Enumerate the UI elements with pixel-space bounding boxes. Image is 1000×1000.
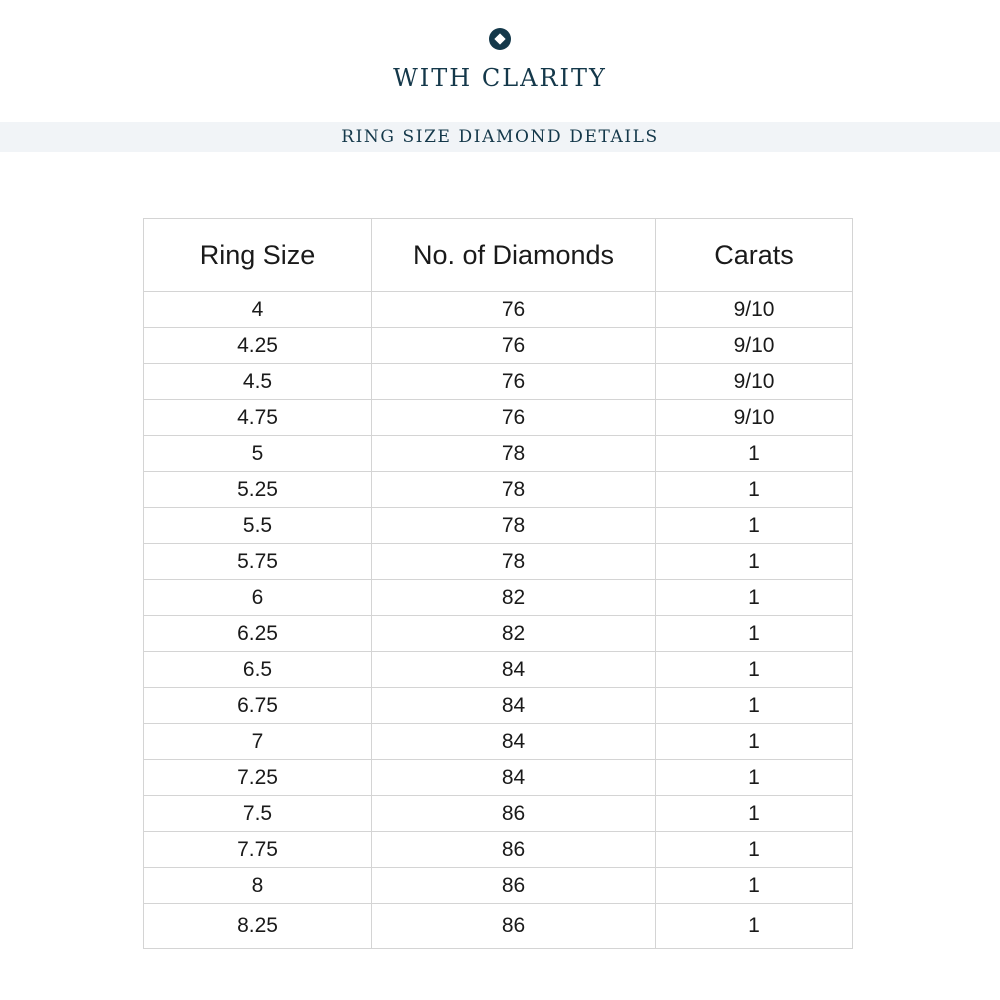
cell-carats: 1 [656,724,853,760]
cell-carats: 9/10 [656,328,853,364]
table-row [144,328,853,364]
table-row [144,472,853,508]
cell-carats: 1 [656,544,853,580]
cell-diamond-count: 86 [372,796,656,832]
table-row [144,760,853,796]
brand-name: WITH CLARITY [393,64,607,92]
cell-ring-size: 4.25 [144,328,372,364]
cell-carats: 1 [656,616,853,652]
header-carats: Carats [656,219,853,292]
table-row [144,724,853,760]
cell-ring-size: 8 [144,868,372,904]
ring-size-table [143,218,853,949]
cell-ring-size: 5 [144,436,372,472]
header-ring-size: Ring Size [144,219,372,292]
cell-diamond-count: 76 [372,400,656,436]
cell-carats: 1 [656,436,853,472]
cell-ring-size: 8.25 [144,904,372,949]
table-row [144,580,853,616]
cell-ring-size: 7.25 [144,760,372,796]
cell-carats: 1 [656,832,853,868]
cell-diamond-count: 86 [372,904,656,949]
cell-ring-size: 6.5 [144,652,372,688]
cell-carats: 1 [656,508,853,544]
table-row [144,796,853,832]
cell-diamond-count: 86 [372,832,656,868]
cell-carats: 9/10 [656,292,853,328]
cell-carats: 9/10 [656,400,853,436]
cell-ring-size: 4 [144,292,372,328]
cell-carats: 9/10 [656,364,853,400]
cell-diamond-count: 82 [372,580,656,616]
table-row [144,616,853,652]
cell-diamond-count: 78 [372,508,656,544]
cell-diamond-count: 84 [372,688,656,724]
header-no-of-diamonds: No. of Diamonds [372,219,656,292]
cell-carats: 1 [656,868,853,904]
cell-diamond-count: 84 [372,652,656,688]
cell-carats: 1 [656,796,853,832]
cell-carats: 1 [656,688,853,724]
table-row [144,652,853,688]
cell-diamond-count: 84 [372,724,656,760]
table-header-row [144,219,853,292]
table-row [144,364,853,400]
cell-diamond-count: 86 [372,868,656,904]
cell-diamond-count: 76 [372,328,656,364]
cell-diamond-count: 76 [372,292,656,328]
table-row [144,868,853,904]
cell-ring-size: 7 [144,724,372,760]
cell-ring-size: 6 [144,580,372,616]
cell-diamond-count: 84 [372,760,656,796]
cell-carats: 1 [656,580,853,616]
page-title: RING SIZE DIAMOND DETAILS [341,127,659,147]
cell-diamond-count: 78 [372,544,656,580]
logo-diamond-circle-icon [489,28,511,50]
cell-carats: 1 [656,760,853,796]
cell-carats: 1 [656,472,853,508]
cell-ring-size: 7.75 [144,832,372,868]
cell-ring-size: 4.5 [144,364,372,400]
table-row [144,544,853,580]
diamond-icon [494,33,505,44]
cell-diamond-count: 78 [372,472,656,508]
table-row [144,832,853,868]
cell-carats: 1 [656,652,853,688]
cell-diamond-count: 76 [372,364,656,400]
cell-ring-size: 5.5 [144,508,372,544]
cell-diamond-count: 82 [372,616,656,652]
cell-ring-size: 7.5 [144,796,372,832]
table-row [144,904,853,949]
cell-carats: 1 [656,904,853,949]
cell-ring-size: 5.25 [144,472,372,508]
table-row [144,292,853,328]
cell-ring-size: 6.25 [144,616,372,652]
cell-ring-size: 4.75 [144,400,372,436]
table-row [144,688,853,724]
table-row [144,400,853,436]
cell-diamond-count: 78 [372,436,656,472]
cell-ring-size: 6.75 [144,688,372,724]
cell-ring-size: 5.75 [144,544,372,580]
table-row [144,436,853,472]
table-row [144,508,853,544]
